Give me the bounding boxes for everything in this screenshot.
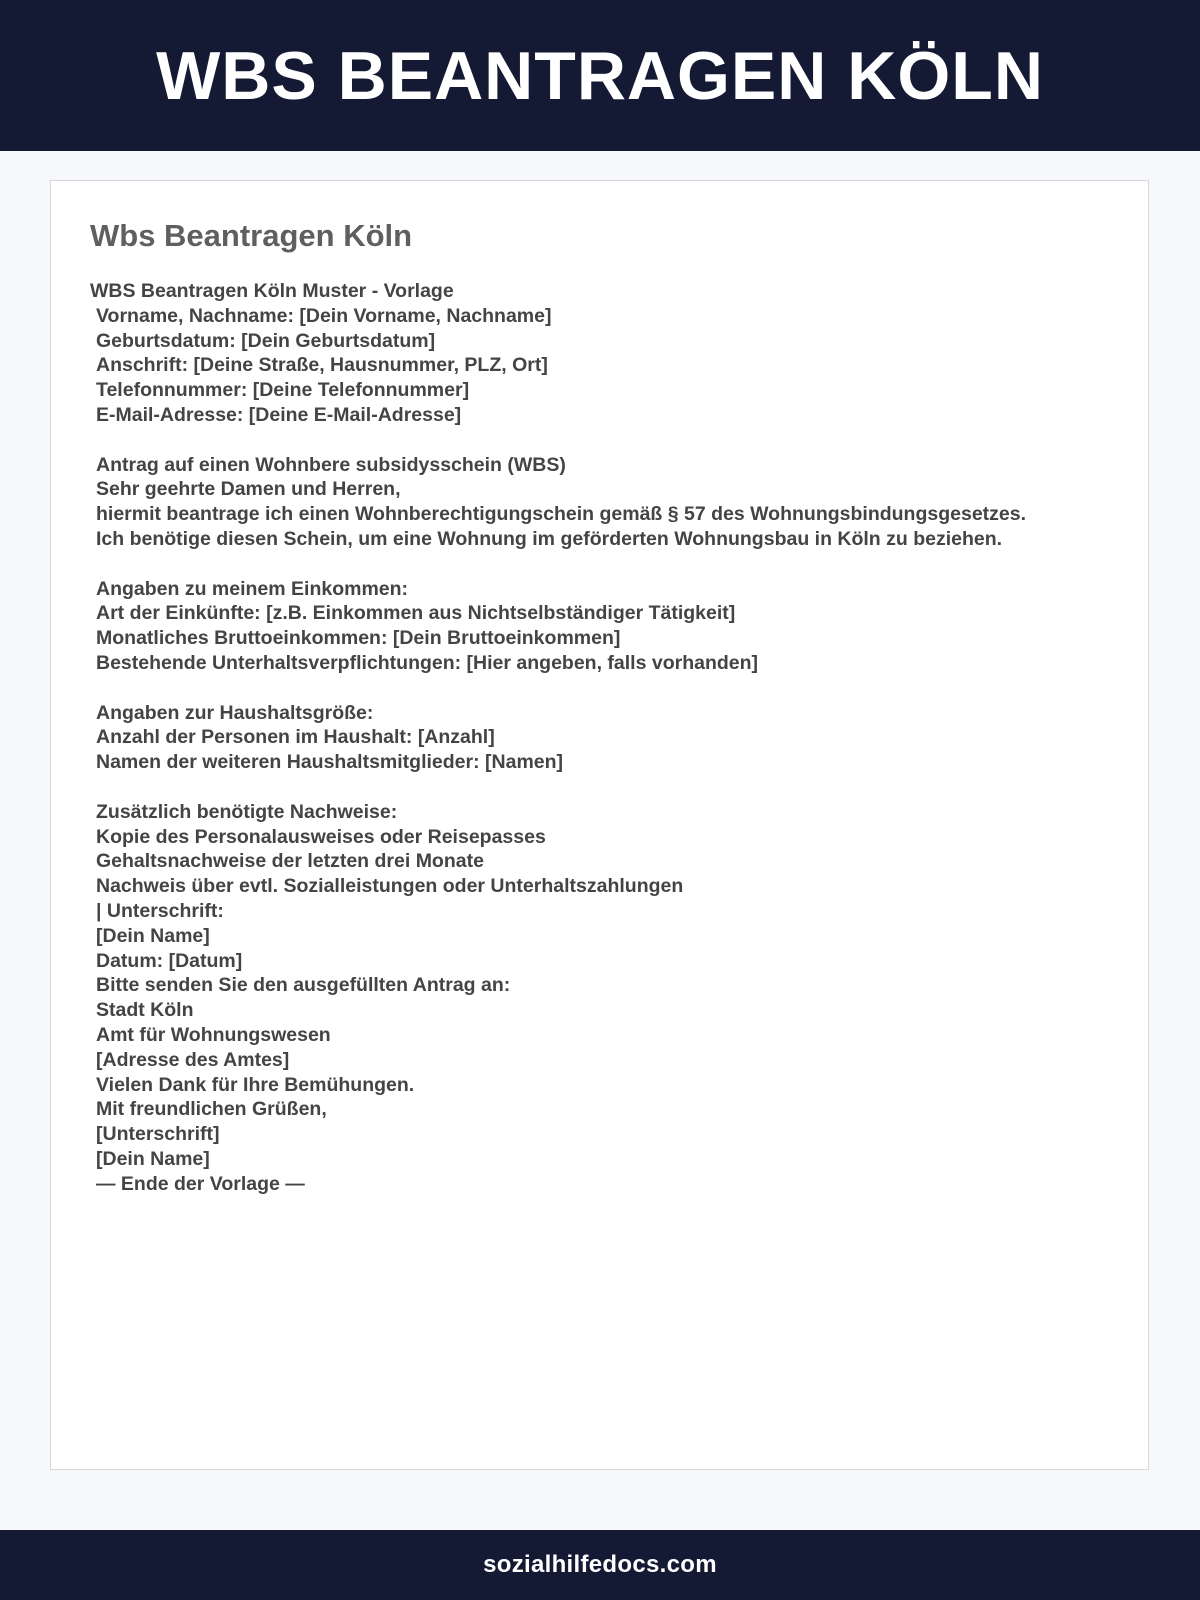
documents-section-heading: Zusätzlich benötigte Nachweise: — [96, 800, 398, 823]
signature-label-line: | Unterschrift: — [96, 899, 224, 922]
bottom-banner — [0, 1530, 1200, 1600]
document-item: Gehaltsnachweise der letzten drei Monate — [96, 850, 484, 873]
household-names-line: Namen der weiteren Haushaltsmitglieder: [Namen] — [96, 751, 564, 774]
income-section-heading: Angaben zu meinem Einkommen: — [96, 577, 409, 600]
income-type-line: Art der Einkünfte: [z.B. Einkommen aus Nichtselbständiger Tätigkeit] — [96, 602, 736, 625]
document-card — [50, 180, 1149, 1470]
blank-line — [90, 775, 1130, 800]
body-line: Ich benötige diesen Schein, um eine Wohnung im geförderten Wohnungsbau in Köln zu beziehen. — [96, 527, 1003, 550]
closing-signature-line: [Unterschrift] — [96, 1123, 220, 1146]
maintenance-obligations-line: Bestehende Unterhaltsverpflichtungen: [Hier angeben, falls vorhanden] — [96, 651, 759, 674]
thanks-line: Vielen Dank für Ihre Bemühungen. — [96, 1073, 415, 1096]
salutation-line: Sehr geehrte Damen und Herren, — [96, 478, 401, 501]
household-count-line: Anzahl der Personen im Haushalt: [Anzahl] — [96, 726, 495, 749]
end-of-template-line: — Ende der Vorlage — — [96, 1172, 305, 1195]
document-item: Kopie des Personalausweises oder Reisepasses — [96, 825, 546, 848]
send-to-line: Bitte senden Sie den ausgefüllten Antrag an: — [96, 974, 511, 997]
gross-income-line: Monatliches Bruttoeinkommen: [Dein Bruttoeinkommen] — [96, 627, 621, 650]
recipient-office-line: Amt für Wohnungswesen — [96, 1023, 331, 1046]
document-body — [90, 279, 1130, 1196]
blank-line — [90, 428, 1130, 453]
subject-line: Antrag auf einen Wohnbere subsidysschein (WBS) — [96, 453, 566, 476]
body-line: hiermit beantrage ich einen Wohnberechtigungschein gemäß § 57 des Wohnungsbindungsgesetzes. — [96, 503, 1027, 526]
email-line: E-Mail-Adresse: [Deine E-Mail-Adresse] — [96, 403, 462, 426]
document-heading: Wbs Beantragen Köln — [90, 218, 413, 253]
document-item: Nachweis über evtl. Sozialleistungen oder Unterhaltszahlungen — [96, 875, 684, 898]
blank-line — [90, 552, 1130, 577]
signature-name-line: [Dein Name] — [96, 924, 210, 947]
blank-line — [90, 676, 1130, 701]
date-line: Datum: [Datum] — [96, 949, 243, 972]
top-banner — [0, 0, 1200, 151]
closing-name-line: [Dein Name] — [96, 1147, 210, 1170]
footer-site-name: sozialhilfedocs.com — [483, 1551, 717, 1578]
name-line: Vorname, Nachname: [Dein Vorname, Nachname] — [96, 304, 552, 327]
template-title-line: WBS Beantragen Köln Muster - Vorlage — [90, 280, 454, 302]
birthdate-line: Geburtsdatum: [Dein Geburtsdatum] — [96, 329, 436, 352]
household-section-heading: Angaben zur Haushaltsgröße: — [96, 701, 374, 724]
closing-line: Mit freundlichen Grüßen, — [96, 1098, 327, 1121]
recipient-address-line: [Adresse des Amtes] — [96, 1048, 290, 1071]
address-line: Anschrift: [Deine Straße, Hausnummer, PLZ, Ort] — [96, 354, 548, 377]
recipient-city-line: Stadt Köln — [96, 999, 194, 1022]
phone-line: Telefonnummer: [Deine Telefonnummer] — [96, 379, 470, 402]
page-title: WBS BEANTRAGEN KÖLN — [156, 37, 1044, 114]
